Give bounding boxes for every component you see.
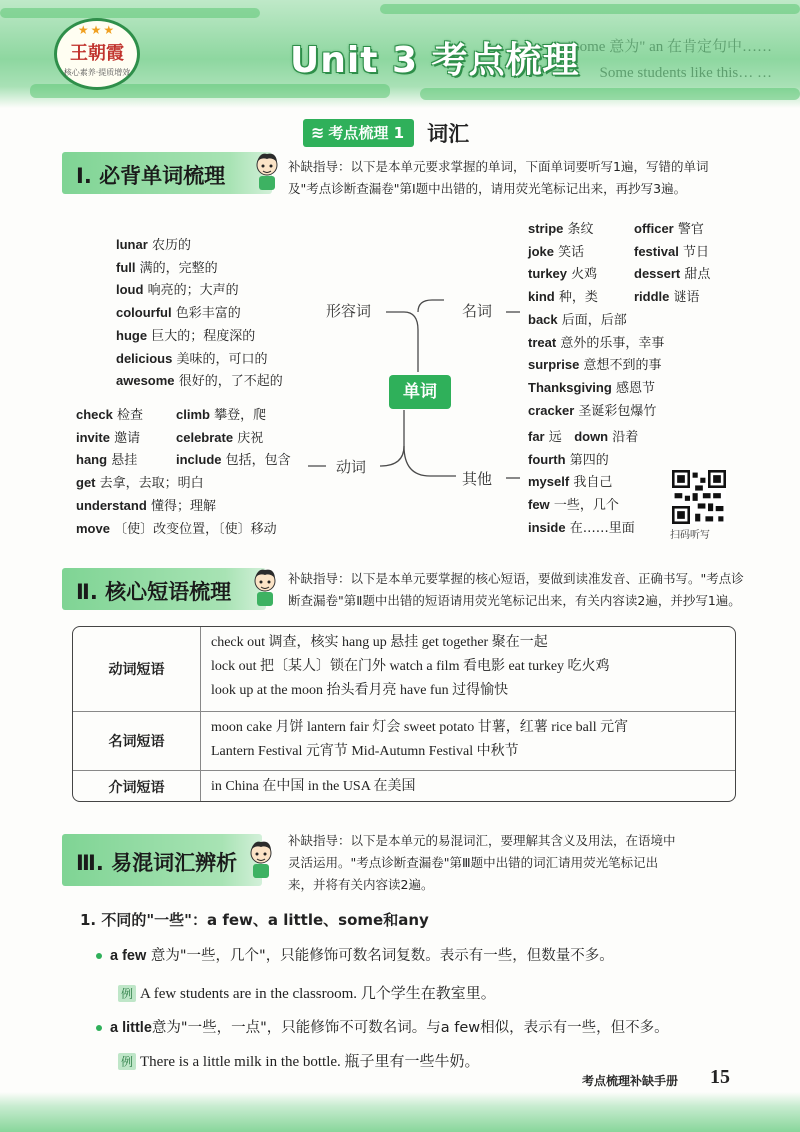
item1-title: 1. 不同的"一些"：a few、a little、some和any [80, 911, 429, 929]
branch-verbs: 动词 [336, 458, 367, 476]
phrase-table [72, 626, 736, 802]
noun-list-col2 [634, 218, 710, 309]
footer-text: 考点梳理补缺手册 [582, 1074, 679, 1088]
list-item: move 〔使〕改变位置，〔使〕移动 [76, 520, 277, 537]
verb-list-right [176, 404, 291, 472]
list-item: dessert 甜点 [634, 266, 711, 283]
unit-title: Unit 3 考点梳理 [290, 40, 580, 81]
list-item: treat 意外的乐事，幸事 [528, 334, 665, 351]
table-category: 名词短语 [73, 712, 201, 770]
list-item: riddle 谜语 [634, 289, 700, 306]
table-row [73, 712, 735, 771]
list-item: surprise 意想不到的事 [528, 357, 662, 374]
logo-subtitle: 核心素养·提质增效 [63, 68, 131, 77]
list-item: festival 节日 [634, 243, 709, 260]
list-item: colourful 色彩丰富的 [116, 305, 241, 322]
branch-others: 其他 [462, 470, 493, 488]
footer-band [0, 1092, 800, 1132]
example-a-little: 例 There is a little milk in the bottle. 瓶子里有一些牛奶。 [118, 1050, 480, 1071]
banner-pill: ≋ 考点梳理 1 [303, 119, 414, 147]
branch-adjectives: 形容词 [326, 302, 372, 320]
table-row [73, 627, 735, 712]
list-item: hang 悬挂 [76, 452, 138, 469]
list-item: myself 我自己 [528, 474, 613, 491]
section2-heading: Ⅱ. 核心短语梳理 [62, 568, 266, 610]
qr-code-icon[interactable] [672, 470, 726, 524]
table-cell: moon cake 月饼 lantern fair 灯会 sweet potato 甘薯，红薯 rice ball 元宵 Lantern Festival 元宵节 Mid-Autumn Festival 中秋节 [211, 720, 629, 759]
center-node-words: 单词 [389, 375, 451, 409]
list-item: delicious 美味的，可口的 [116, 350, 268, 367]
table-cell: in China 在中国 in the USA 在美国 [211, 779, 416, 794]
example-tag: 例 [118, 1053, 136, 1070]
list-item: far 远 down 沿着 [528, 429, 639, 445]
list-item: few 一些，几个 [528, 497, 619, 514]
wave-icon: ≋ [311, 123, 325, 142]
list-item: understand 懂得；理解 [76, 497, 216, 514]
point-a-few: a few 意为"一些，几个"，只能修饰可数名词复数。表示有一些，但数量不多。 [96, 944, 614, 965]
example-tag: 例 [118, 985, 136, 1002]
section3-hint: 补缺指导：以下是本单元的易混词汇，要理解其含义及用法，在语境中 灵活运用。"考点诊断查漏卷"第Ⅲ题中出错的词汇请用荧光笔标记出 来，并将有关内容读2遍。 [288, 833, 676, 892]
branch-nouns: 名词 [462, 302, 493, 320]
table-cell: check out 调查，核实 hang up 悬挂 get together 聚在一起 lock out 把〔某人〕锁在门外 watch a film 看电影 eat turkey 吃火鸡 look up at the moon 抬头看月亮 have fun 过得愉快 [211, 635, 610, 698]
list-item: get 去拿，去取；明白 [76, 475, 204, 492]
list-item: celebrate 庆祝 [176, 429, 264, 446]
list-item: check 检查 [76, 407, 144, 423]
page-number: 15 [710, 1066, 730, 1088]
list-item: cracker 圣诞彩包爆竹 [528, 402, 657, 419]
adjective-list [116, 234, 283, 393]
bullet-icon [96, 1025, 102, 1031]
section3-heading: Ⅲ. 易混词汇辨析 [62, 834, 262, 886]
list-item: invite 邀请 [76, 429, 141, 446]
list-item: Thanksgiving 感恩节 [528, 379, 655, 396]
section2-hint: 补缺指导：以下是本单元要掌握的核心短语，要做到读准发音、正确书写。"考点诊 断查漏卷"第Ⅱ题中出错的短语请用荧光笔标记出来，有关内容读2遍，并抄写1遍。 [288, 571, 744, 608]
list-item: stripe 条纹 [528, 221, 594, 237]
table-row [73, 771, 735, 802]
bullet-icon [96, 953, 102, 959]
list-item: loud 响亮的；大声的 [116, 282, 239, 299]
list-item: joke 笑话 [528, 243, 585, 260]
list-item: officer 警官 [634, 221, 704, 237]
list-item: lunar 农历的 [116, 237, 191, 253]
point-a-little: a little意为"一些，一点"，只能修饰不可数名词。与a few相似，表示有一些，但不多。 [96, 1016, 669, 1037]
list-item: kind 种，类 [528, 289, 598, 306]
logo-brand: 王朝霞 [70, 43, 124, 64]
others-list [528, 426, 638, 540]
qr-caption: 扫码听写 [670, 530, 710, 541]
section1-hint: 补缺指导：以下是本单元要求掌握的单词，下面单词要听写1遍，写错的单词 及"考点诊断查漏卷"第Ⅰ题中出错的，请用荧光笔标记出来，再抄写3遍。 [288, 159, 709, 196]
list-item: awesome 很好的，了不起的 [116, 373, 283, 390]
list-item: full 满的，完整的 [116, 259, 218, 276]
logo-crown: ★★★ [77, 23, 117, 37]
list-item: huge 巨大的；程度深的 [116, 327, 256, 344]
table-category: 动词短语 [73, 627, 201, 711]
cartoon-boy-icon [244, 838, 278, 880]
list-item: turkey 火鸡 [528, 266, 598, 283]
section1-heading: Ⅰ. 必背单词梳理 [62, 152, 272, 194]
table-category: 介词短语 [73, 771, 201, 802]
example-a-few: 例 A few students are in the classroom. 几个学生在教室里。 [118, 982, 496, 1003]
list-item: back 后面，后部 [528, 311, 627, 328]
list-item: include 包括，包含 [176, 452, 291, 469]
list-item: climb 攀登，爬 [176, 407, 267, 423]
faded-background-text: "some 意为" an 在肯定句中…… Some students like this… … [567, 39, 772, 81]
cartoon-boy-icon [248, 566, 282, 608]
list-item: inside 在……里面 [528, 519, 635, 536]
list-item: fourth 第四的 [528, 451, 609, 468]
banner-title: 词汇 [427, 122, 470, 146]
